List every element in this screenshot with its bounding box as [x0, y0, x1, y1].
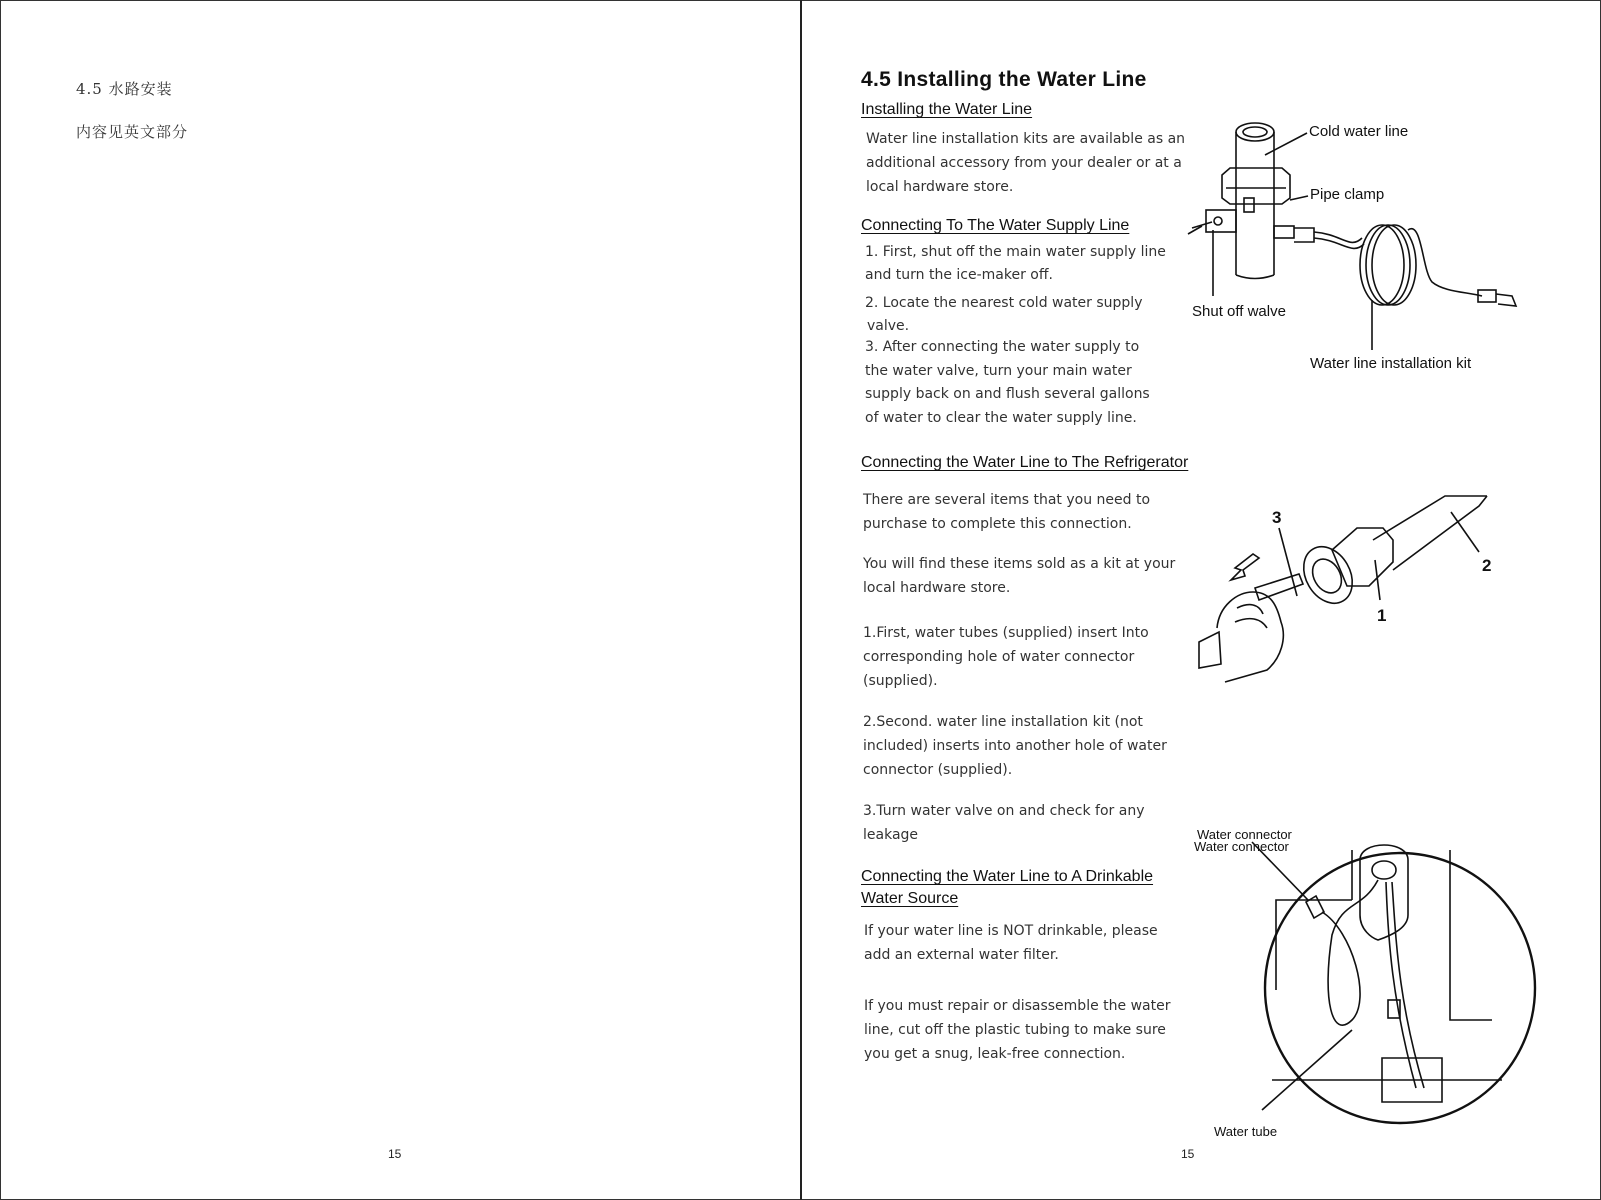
tail-tube: [1408, 229, 1482, 296]
heading-drinkable-source: [861, 866, 1153, 910]
page-title: 4.5 Installing the Water Line: [861, 68, 1147, 91]
text-line: 1. First, shut off the main water supply line: [865, 244, 1166, 260]
pipe-inner-opening: [1243, 127, 1267, 137]
bracket-hole: [1372, 861, 1396, 879]
heading-line: Connecting the Water Line to A Drinkable: [861, 868, 1154, 885]
left-page: [0, 0, 800, 1200]
text-line: you get a snug, leak-free connection.: [864, 1046, 1126, 1062]
heading-refrigerator-connection: Connecting the Water Line to The Refrigerator: [861, 454, 1189, 471]
pull-direction-arrow: [1231, 554, 1259, 580]
heading-supply-line: Connecting To The Water Supply Line: [861, 217, 1130, 234]
label-water-connector: Water connector: [1197, 827, 1292, 842]
text-line: of water to clear the water supply line.: [865, 409, 1137, 426]
text-line: If your water line is NOT drinkable, please: [864, 923, 1158, 939]
label-shut-off-valve: Shut off walve: [1192, 303, 1286, 320]
tail-ferrule: [1496, 294, 1516, 306]
outlet-fitting: [1274, 226, 1294, 238]
water-tube-loop: [1322, 880, 1378, 1025]
callout-3: 3: [1272, 508, 1282, 527]
pipe-bottom: [1236, 275, 1274, 279]
drinkable-filter-note: [864, 919, 1158, 967]
supply-step-2: [865, 292, 1142, 338]
text-line: purchase to complete this connection.: [863, 516, 1132, 532]
text-line: local hardware store.: [866, 179, 1014, 195]
compression-nut: [1294, 228, 1314, 242]
text-line: connector (supplied).: [863, 762, 1013, 778]
right-page: [802, 0, 1601, 1200]
pipe-top-opening: [1236, 123, 1274, 141]
sleeve: [1199, 632, 1221, 668]
text-line: included) inserts into another hole of water: [863, 738, 1167, 754]
text-line: valve.: [867, 318, 910, 334]
finger-1: [1237, 605, 1263, 614]
refrigerator-step-1: [863, 621, 1149, 693]
valve-stem: [1214, 217, 1222, 225]
drinkable-repair-note: [864, 994, 1170, 1066]
text-line: You will find these items sold as a kit at your: [863, 556, 1176, 572]
tube-lower: [1314, 238, 1364, 248]
leader-3: [1279, 528, 1297, 596]
panel-outline-right: [1352, 850, 1492, 1020]
water-supply-line-diagram: [1182, 110, 1542, 380]
refrigerator-step-2: [863, 710, 1167, 782]
long-tube-top: [1373, 496, 1487, 540]
label-water-tube: Water tube: [1214, 1124, 1278, 1139]
heading-installing-water-line: Installing the Water Line: [861, 101, 1033, 118]
supply-step-1: [865, 241, 1166, 287]
refrigerator-intro: [863, 488, 1150, 536]
text-line: and turn the ice-maker off.: [865, 267, 1053, 283]
text-line: 3. After connecting the water supply to: [865, 339, 1140, 355]
installing-paragraph: [866, 127, 1185, 199]
text-line: local hardware store.: [863, 580, 1011, 596]
callout-1: 1: [1377, 606, 1387, 625]
text-line: There are several items that you need to: [863, 492, 1151, 508]
finger-2: [1235, 619, 1267, 628]
refrigerator-step-3: [863, 799, 1144, 847]
text-line: additional accessory from your dealer or at a: [866, 155, 1182, 171]
leader-2: [1451, 512, 1479, 552]
tube-connector-diagram: [1197, 488, 1542, 698]
text-line: (supplied).: [863, 673, 938, 689]
tube-being-inserted: [1255, 574, 1303, 600]
text-line: leakage: [863, 827, 919, 843]
bracket-outline: [1360, 845, 1408, 940]
text-line: If you must repair or disassemble the water: [864, 998, 1171, 1014]
text-line: line, cut off the plastic tubing to make sure: [864, 1022, 1166, 1038]
connector-collet-outer: [1294, 538, 1362, 612]
text-line: add an external water filter.: [864, 947, 1059, 963]
label-cold-water-line: Cold water line: [1309, 123, 1409, 140]
tube-upper: [1314, 232, 1362, 242]
text-line: the water valve, turn your main water: [865, 362, 1132, 379]
heading-line: Water Source: [861, 890, 959, 907]
detail-circle: [1265, 853, 1535, 1123]
text-line: Water line installation kits are available as an: [866, 131, 1186, 147]
label-water-connector-text: Water connector: [1194, 839, 1289, 854]
water-tube-label-box: [1194, 1120, 1314, 1144]
text-line: 2. Locate the nearest cold water supply: [865, 295, 1143, 311]
text-line: corresponding hole of water connector: [863, 649, 1135, 665]
valve-handle: [1192, 222, 1212, 228]
water-connector-label-box: [1194, 836, 1334, 856]
refrigerator-kit-note: [863, 552, 1175, 600]
label-installation-kit: Water line installation kit: [1310, 355, 1472, 372]
supply-step-3: [865, 336, 1150, 430]
left-page-number: 15: [388, 1147, 402, 1161]
text-line: supply back on and flush several gallons: [865, 386, 1150, 402]
text-line: 3.Turn water valve on and check for any: [863, 803, 1145, 819]
hand-outline: [1217, 592, 1283, 682]
leader-pipe-clamp: [1290, 196, 1308, 200]
text-line: 2.Second. water line installation kit (not: [863, 714, 1143, 730]
long-tube-bottom: [1393, 496, 1487, 570]
callout-2: 2: [1482, 556, 1492, 575]
label-pipe-clamp: Pipe clamp: [1310, 186, 1385, 203]
valve-body: [1206, 210, 1236, 232]
text-line: 1.First, water tubes (supplied) insert Into: [863, 625, 1149, 641]
chinese-see-english-note: 内容见英文部分: [76, 123, 189, 141]
pipe-clamp-shape: [1222, 168, 1290, 204]
chinese-section-title: 4.5 水路安装: [76, 80, 173, 98]
clamp-screw: [1244, 198, 1254, 212]
water-connector-detail-diagram: [1197, 827, 1542, 1145]
right-page-number: 15: [1181, 1147, 1195, 1161]
